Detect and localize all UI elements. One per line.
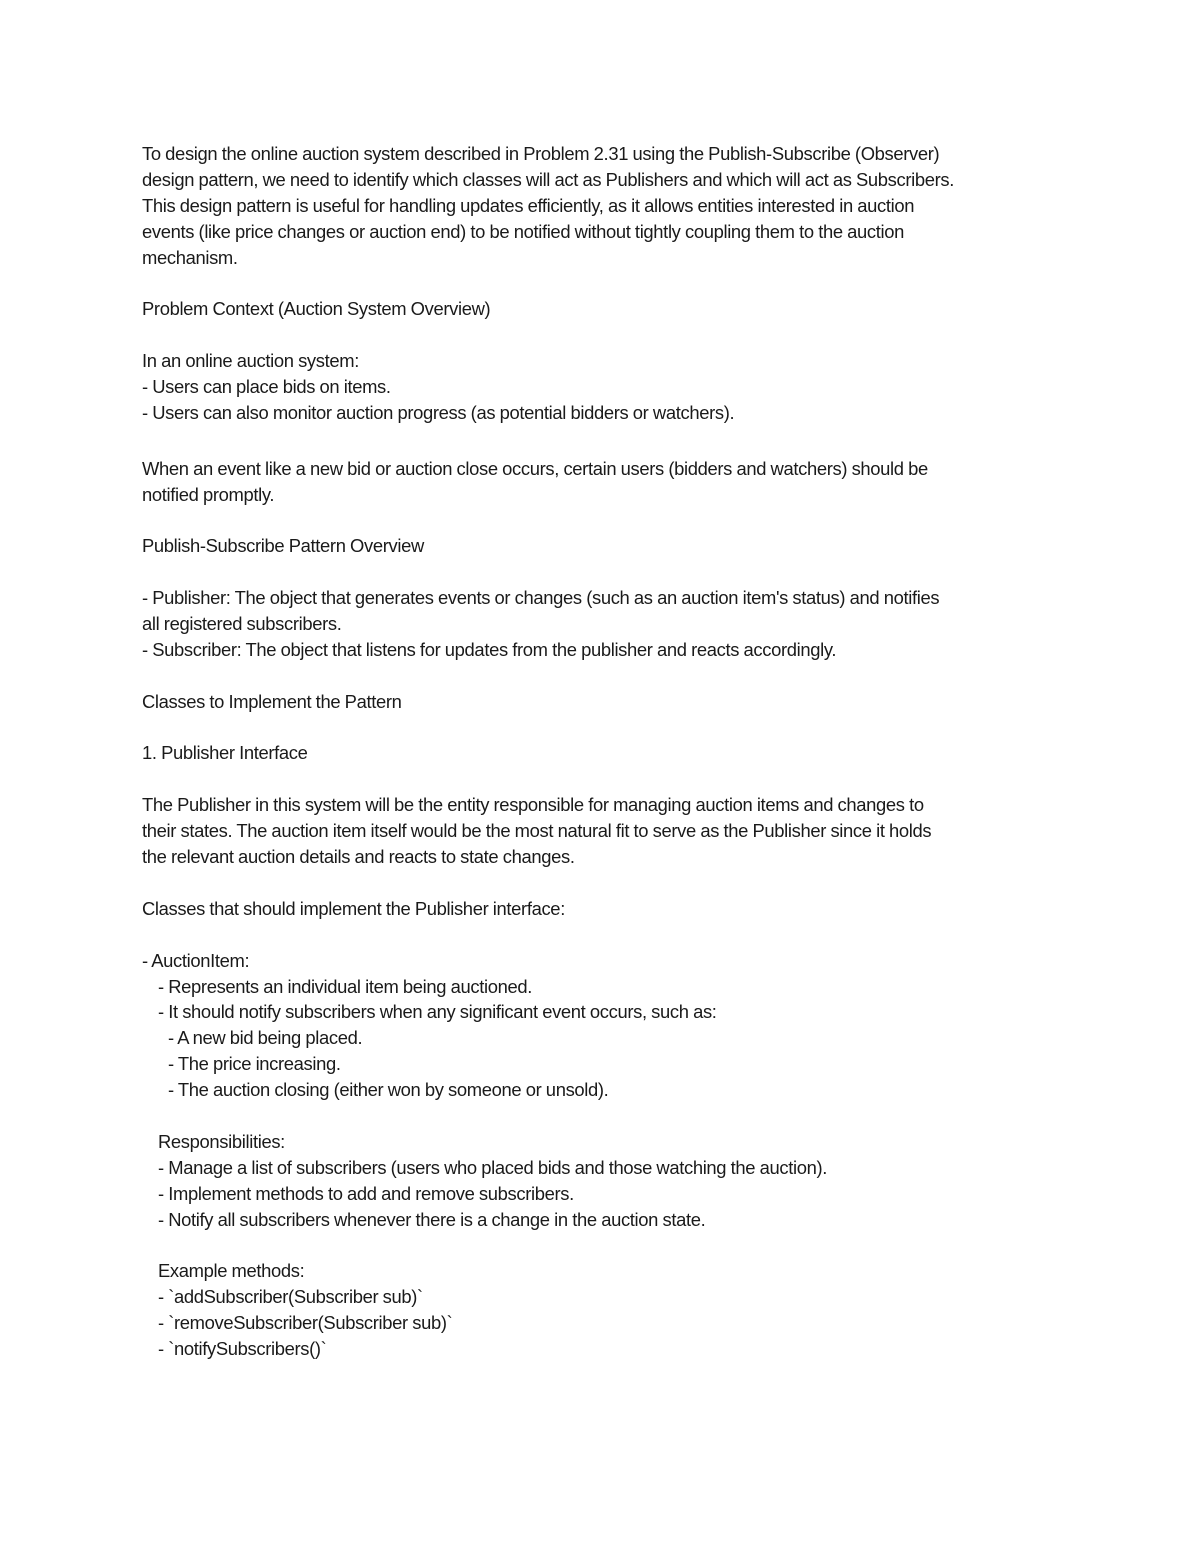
- problem-context-heading: Problem Context (Auction System Overview): [142, 298, 491, 320]
- auction-item-label: - AuctionItem:: [142, 949, 250, 971]
- responsibility-item: - Manage a list of subscribers (users who placed bids and those watching the auction).: [158, 1156, 828, 1178]
- responsibility-item: - Notify all subscribers whenever there is a change in the auction state.: [158, 1208, 706, 1230]
- intro-line: design pattern, we need to identify which classes will act as Publishers and which will act as Subscribers.: [142, 168, 955, 190]
- auction-item-event: - The price increasing.: [168, 1053, 341, 1075]
- responsibility-item: - Implement methods to add and remove subscribers.: [158, 1182, 574, 1204]
- problem-context-note: When an event like a new bid or auction close occurs, certain users (bidders and watchers) should be: [142, 457, 928, 479]
- pattern-overview-heading: Publish-Subscribe Pattern Overview: [142, 535, 424, 557]
- publisher-interface-heading: 1. Publisher Interface: [142, 742, 308, 764]
- auction-item-event: - The auction closing (either won by someone or unsold).: [168, 1079, 609, 1101]
- document-body: [142, 141, 1072, 1362]
- methods-label: Example methods:: [158, 1260, 305, 1282]
- pattern-overview-line: all registered subscribers.: [142, 613, 342, 635]
- method-item: - `notifySubscribers()`: [158, 1337, 327, 1359]
- intro-line: events (like price changes or auction end) to be notified without tightly coupling them to the auction: [142, 220, 905, 242]
- problem-context-lead: In an online auction system:: [142, 350, 359, 372]
- publisher-paragraph-line: the relevant auction details and reacts to state changes.: [142, 846, 575, 868]
- method-item: - `addSubscriber(Subscriber sub)`: [158, 1286, 423, 1308]
- responsibilities-label: Responsibilities:: [158, 1130, 285, 1152]
- method-item: - `removeSubscriber(Subscriber sub)`: [158, 1312, 453, 1334]
- problem-context-bullet: - Users can place bids on items.: [142, 376, 391, 398]
- auction-item-point: - It should notify subscribers when any significant event occurs, such as:: [158, 1001, 717, 1023]
- problem-context-note: notified promptly.: [142, 483, 275, 505]
- problem-context-bullet: - Users can also monitor auction progress (as potential bidders or watchers).: [142, 401, 735, 423]
- auction-item-point: - Represents an individual item being auctioned.: [158, 975, 532, 997]
- auction-item-event: - A new bid being placed.: [168, 1027, 363, 1049]
- pattern-overview-line: - Publisher: The object that generates events or changes (such as an auction item's status) and notifies: [142, 587, 940, 609]
- intro-line: mechanism.: [142, 246, 238, 268]
- intro-line: This design pattern is useful for handling updates efficiently, as it allows entities interested in auction: [142, 194, 915, 216]
- classes-heading: Classes to Implement the Pattern: [142, 690, 402, 712]
- publisher-paragraph-line: their states. The auction item itself would be the most natural fit to serve as the Publisher since it holds: [142, 820, 932, 842]
- publisher-paragraph-line: The Publisher in this system will be the entity responsible for managing auction items and changes to: [142, 794, 924, 816]
- publisher-classes-lead: Classes that should implement the Publisher interface:: [142, 897, 565, 919]
- pattern-overview-line: - Subscriber: The object that listens for updates from the publisher and reacts accordingly.: [142, 638, 837, 660]
- intro-line: To design the online auction system described in Problem 2.31 using the Publish-Subscribe (Observer): [142, 143, 940, 164]
